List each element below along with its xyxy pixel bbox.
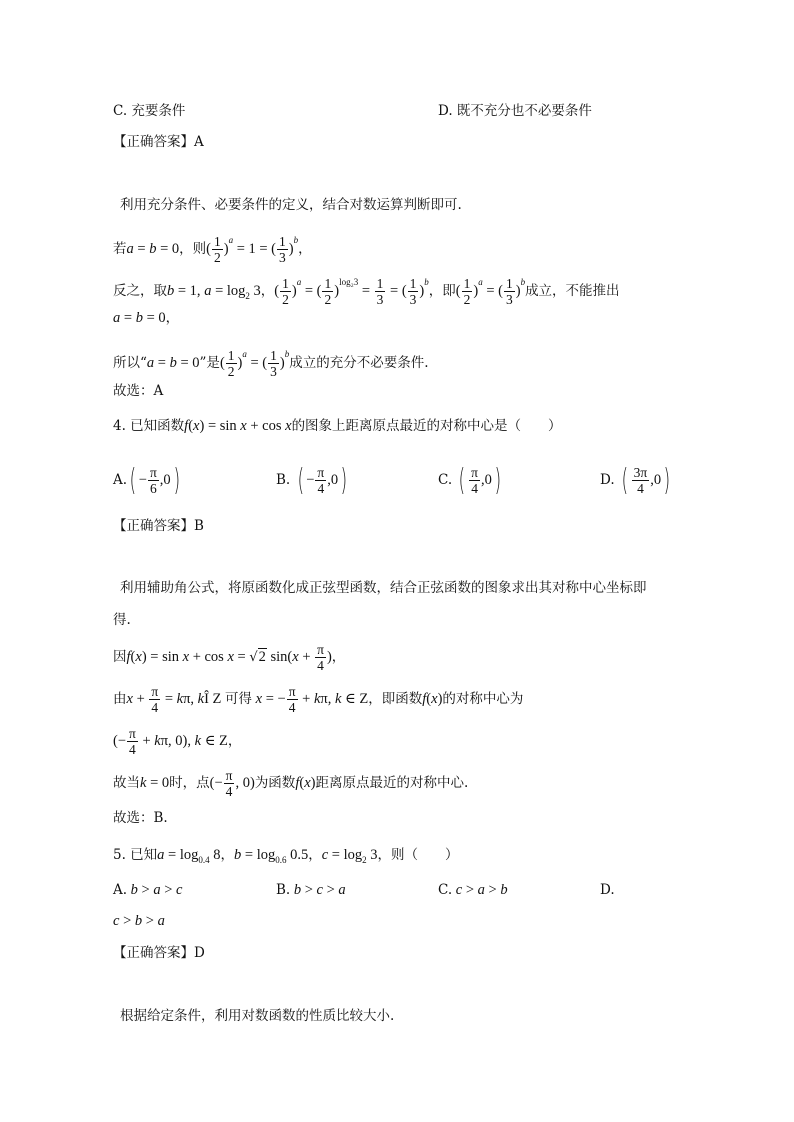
answer-label: 【正确答案】 — [113, 518, 194, 534]
solution-formula-line: 故当k = 0时，点(− $\frac{\pi}{4}$ , 0)为函数f(x)距离原点最近的对称中心. — [113, 768, 469, 799]
question-4-option-c: C. ( $\frac{\pi}{4}$ ,0) — [438, 462, 501, 498]
option-a: A. — [113, 472, 128, 488]
solution-formula-line: 所以“a = b = 0”是( $\frac{1}{2}$ )$^a$ = ( $\frac{1}{3}$ )$^b$成立的充分不必要条件. — [113, 348, 429, 379]
question-4-options: A.( − $\frac{\pi}{6}$ ,0) — [113, 462, 180, 498]
answer-value: D — [194, 945, 205, 961]
solution-text: 利用辅助角公式，将原函数化成正弦型函数，结合正弦函数的图象求出其对称中心坐标即 — [120, 580, 647, 596]
solution-choice: 故选：A — [113, 383, 164, 399]
question-5-option-d — [600, 880, 615, 900]
solution-text: 得. — [113, 612, 131, 628]
solution-choice: 故选：B. — [113, 810, 168, 826]
answer-value: A — [194, 134, 204, 150]
answer-line-q5 — [113, 943, 205, 963]
option-b: B. — [276, 472, 291, 488]
solution-formula-line: 若a = b = 0，则( $\frac{1}{2}$ )$^a$ = 1 = ( $\frac{1}{3}$ )$^b$， — [113, 234, 312, 265]
solution-formula-line: (− $\frac{\pi}{4}$ + kπ, 0), k ∈ Z， — [113, 726, 242, 757]
answer-line-q3 — [113, 132, 204, 152]
answer-line-q4 — [113, 516, 204, 536]
solution-formula-line: 因f(x) = sin x + cos x = √2 sin(x + $\frac{\pi}{4}$ )， — [113, 642, 346, 673]
solution-formula-line: 反之，取b = 1, $a = \log_2 3$，( $\frac{1}{2}$ )$^a$ = ( $\frac{1}{2}$ )$^{log_23}$ = $\frac{1}{3}$ = ( $\frac{1}{3}$ )$^b$，即( $\frac{1}{2}$ )$^a$ = ( $\frac{1}{3}$ )$^b$成立，不能推出 — [113, 276, 620, 307]
solution-formula-line: 由x + $\frac{\pi}{4}$ = kπ, kÎ Z 可得 x = − $\frac{\pi}{4}$ + kπ, k ∈ Z，即函数f(x)的对称中心为 — [113, 684, 524, 715]
question-4-option-b: B. ( − $\frac{\pi}{4}$ ,0) — [276, 462, 348, 498]
question-5-option-c: C. c > a > b — [438, 882, 508, 898]
solution-text: 利用充分条件、必要条件的定义，结合对数运算判断即可. — [120, 197, 462, 213]
option-d: D. — [600, 882, 615, 898]
question-5-stem: 5. 已知$a = \log_{0.4} 8$，$b = \log_{0.6} 0.5$，$c = \log_2 3$，则（ ） — [113, 847, 459, 865]
answer-label: 【正确答案】 — [113, 134, 194, 150]
question-5-option-d-value: c > b > a — [113, 913, 165, 929]
question-5-option-a: A. b > a > c — [113, 882, 183, 898]
option-b: B. — [276, 882, 291, 898]
answer-label: 【正确答案】 — [113, 945, 194, 961]
question-4-option-d: D. ( $\frac{3\pi}{4}$ ,0) — [600, 462, 671, 498]
solution-text: 根据给定条件，利用对数函数的性质比较大小. — [120, 1008, 395, 1024]
option-a: A. — [113, 882, 128, 898]
question-4-stem: 4. 已知函数f(x) = sin x + cos x的图象上距离原点最近的对称中心是（ ） — [113, 418, 562, 434]
option-c: C. — [438, 882, 453, 898]
option-c: C. 充要条件 — [113, 103, 186, 119]
solution-formula-line: a = b = 0， — [113, 310, 180, 326]
question-5-option-b: B. b > c > a — [276, 882, 346, 898]
option-c: C. — [438, 472, 453, 488]
option-d: D. — [600, 472, 615, 488]
answer-value: B — [194, 518, 204, 534]
option-d: D. 既不充分也不必要条件 — [438, 103, 592, 119]
